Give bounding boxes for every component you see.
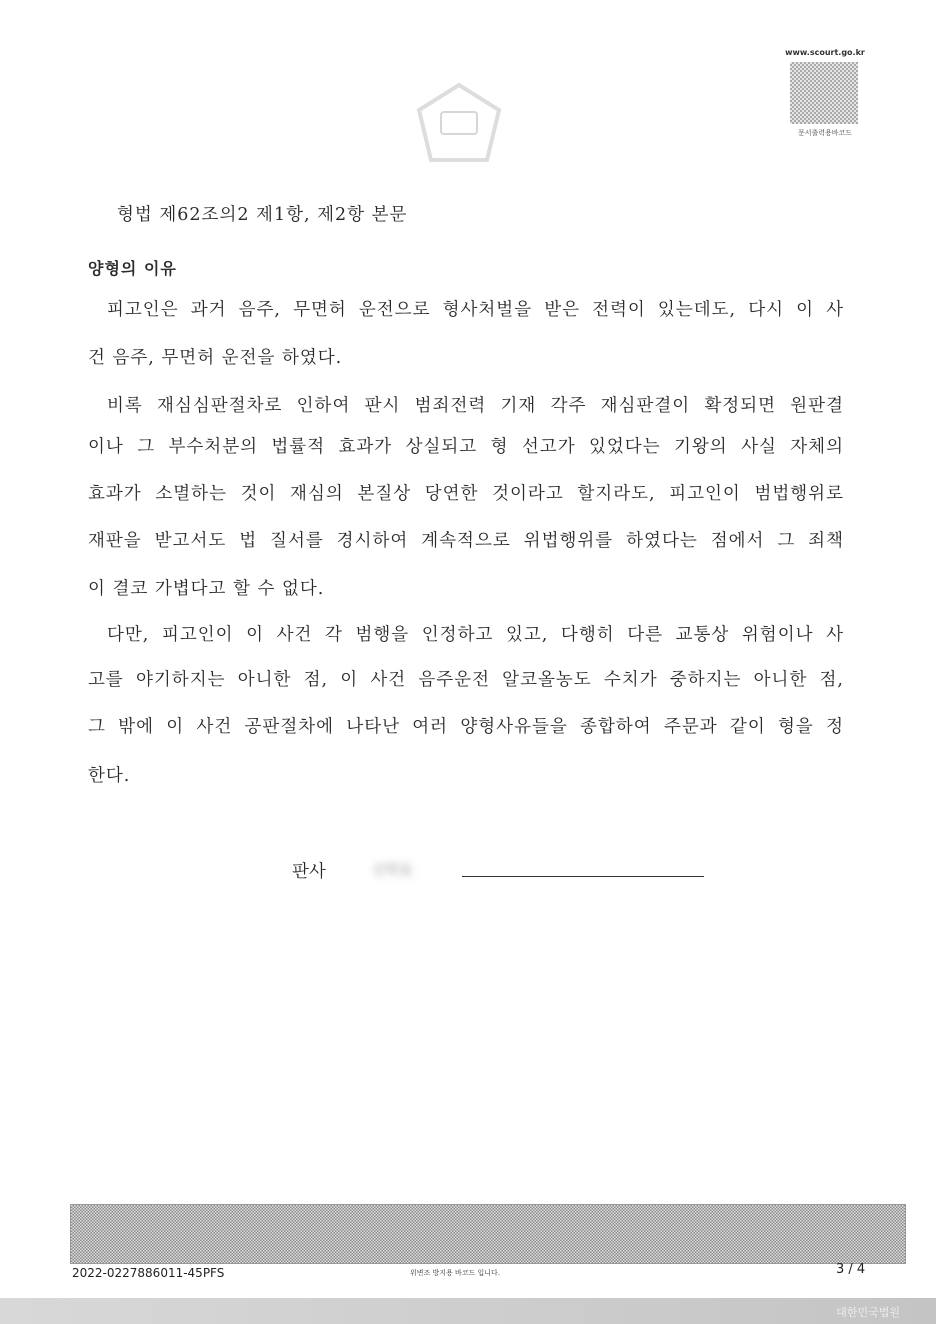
document-id: 2022-0227886011-45PFS [72, 1266, 225, 1280]
qr-label: 문서출력용바코드 [797, 129, 853, 137]
paragraph-line: 건 음주, 무면허 운전을 하였다. [88, 348, 343, 368]
statute-text: 형법 제62조의2 제1항, 제2항 본문 [117, 205, 408, 225]
barcode-note: 위변조 방지용 바코드 입니다. [410, 1269, 501, 1277]
court-url: www.scourt.go.kr [785, 48, 865, 57]
paragraph-line: 한다. [88, 766, 131, 786]
qr-code [790, 62, 858, 124]
paragraph-line: 이나 그 부수처분의 법률적 효과가 상실되고 형 선고가 있었다는 기왕의 사실 자체의 [88, 437, 844, 457]
paragraph-line: 다만, 피고인이 이 사건 각 범행을 인정하고 있고, 다행히 다른 교통상 위험이나 사 [107, 625, 844, 645]
footer-band [0, 1298, 936, 1324]
paragraph-line: 이 결코 가볍다고 할 수 없다. [88, 579, 325, 599]
paragraph-line: 그 밖에 이 사건 공판절차에 나타난 여러 양형사유들을 종합하여 주문과 같이 형을 정 [88, 717, 844, 737]
signature-line [462, 876, 704, 877]
paragraph-line: 고를 야기하지는 아니한 점, 이 사건 음주운전 알코올농도 수치가 중하지는 아니한 점, [88, 670, 844, 690]
paragraph-line: 피고인은 과거 음주, 무면허 운전으로 형사처벌을 받은 전력이 있는데도, 다시 이 사 [107, 300, 844, 320]
court-seal-watermark [415, 82, 503, 164]
paragraph-line: 비록 재심심판절차로 인하여 판시 범죄전력 기재 각주 재심판결이 확정되면 원판결 [107, 396, 844, 416]
paragraph-line: 효과가 소멸하는 것이 재심의 본질상 당연한 것이라고 할지라도, 피고인이 범법행위로 [88, 484, 844, 504]
page-number: 3 / 4 [836, 1262, 866, 1277]
issuer-label: 대한민국법원 [836, 1306, 900, 1319]
judge-label: 판사 [292, 862, 326, 882]
section-title: 양형의 이유 [88, 259, 177, 278]
paragraph-line: 재판을 받고서도 법 질서를 경시하여 계속적으로 위법행위를 하였다는 점에서 그 죄책 [88, 531, 844, 551]
anti-forgery-barcode [70, 1204, 906, 1264]
judge-name-blurred: 신학호 [372, 863, 413, 879]
